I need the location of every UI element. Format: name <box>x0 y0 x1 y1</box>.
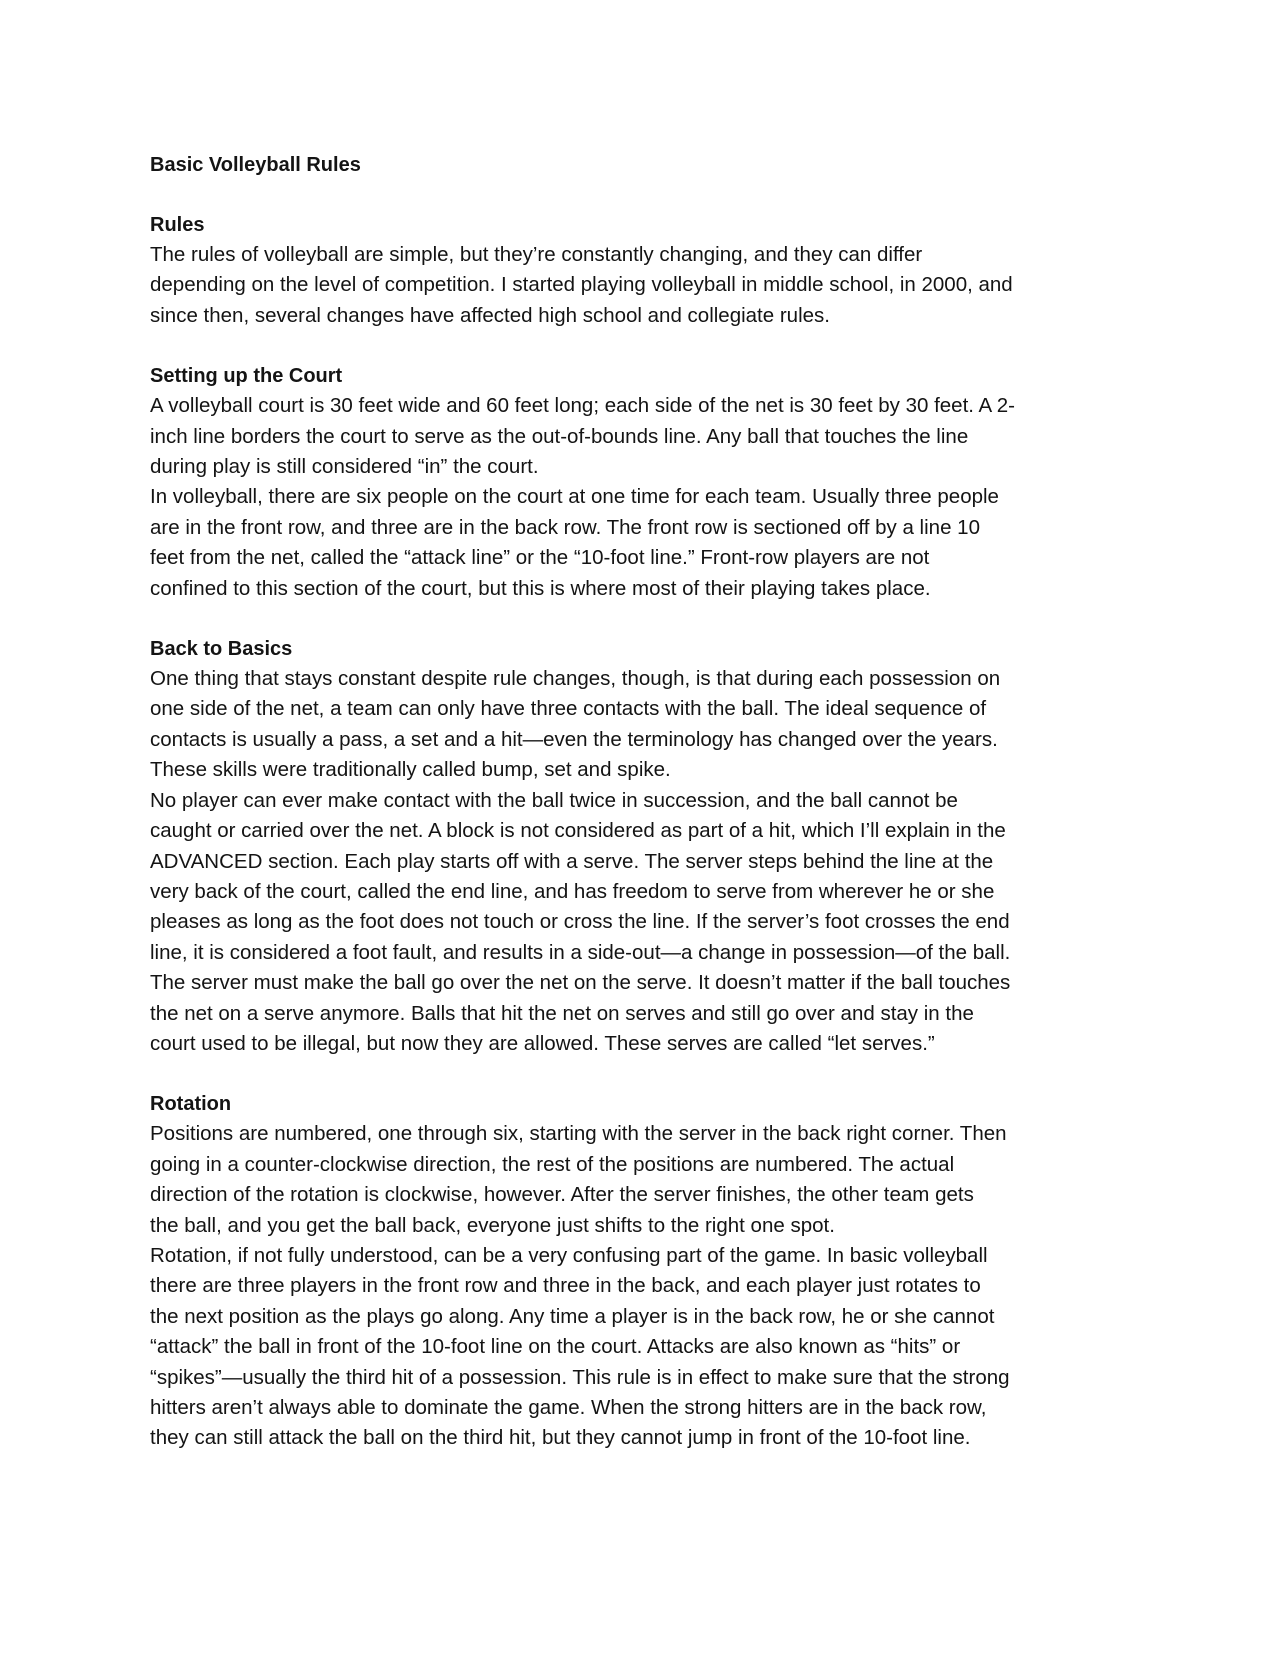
text-line: court used to be illegal, but now they are allowed. These serves are called “let serves.” <box>150 1031 935 1055</box>
text-line: No player can ever make contact with the ball twice in succession, and the ball cannot be <box>150 788 958 812</box>
text-line: the net on a serve anymore. Balls that hit the net on serves and still go over and stay in the <box>150 1001 974 1025</box>
text-line: “spikes”—usually the third hit of a possession. This rule is in effect to make sure that the strong <box>150 1365 1010 1389</box>
text-line: one side of the net, a team can only have three contacts with the ball. The ideal sequence of <box>150 697 987 721</box>
text-line: The server must make the ball go over the net on the serve. It doesn’t matter if the ball touches <box>150 971 1011 995</box>
section-heading: Rules <box>150 214 205 236</box>
document-title: Basic Volleyball Rules <box>150 154 361 176</box>
text-line: The rules of volleyball are simple, but they’re constantly changing, and they can differ <box>150 243 923 266</box>
text-line: line, it is considered a foot fault, and results in a side-out—a change in possession—of the ball. <box>150 940 1011 964</box>
text-line: Positions are numbered, one through six, starting with the server in the back right corner. Then <box>150 1122 1007 1146</box>
text-line: the next position as the plays go along. Any time a player is in the back row, he or she cannot <box>150 1304 995 1328</box>
section-rotation <box>150 1089 1140 1453</box>
text-line: Rotation, if not fully understood, can be a very confusing part of the game. In basic volleyball <box>150 1243 988 1267</box>
paragraph <box>150 664 1140 786</box>
document-page <box>150 150 1140 1484</box>
text-line: contacts is usually a pass, a set and a hit—even the terminology has changed over the years. <box>150 727 998 751</box>
text-line: during play is still considered “in” the court. <box>150 455 539 479</box>
text-line: ADVANCED section. Each play starts off with a serve. The server steps behind the line at the <box>150 849 994 873</box>
text-line: In volleyball, there are six people on the court at one time for each team. Usually three people <box>150 485 999 509</box>
section-rules <box>150 210 1140 331</box>
paragraph <box>150 391 1140 482</box>
text-line: very back of the court, called the end line, and has freedom to serve from wherever he or she <box>150 879 995 903</box>
text-line: since then, several changes have affected high school and collegiate rules. <box>150 303 830 327</box>
text-line: depending on the level of competition. I started playing volleyball in middle school, in 2000, and <box>150 273 1013 297</box>
text-line: caught or carried over the net. A block is not considered as part of a hit, which I’ll explain in the <box>150 819 1006 843</box>
text-line: A volleyball court is 30 feet wide and 60 feet long; each side of the net is 30 feet by 30 feet. A 2- <box>150 394 1015 418</box>
section-setting-up-the-court <box>150 361 1140 604</box>
text-line: pleases as long as the foot does not touch or cross the line. If the server’s foot crosses the end <box>150 910 1010 934</box>
paragraph <box>150 1241 1140 1454</box>
paragraph <box>150 1119 1140 1241</box>
text-line: “attack” the ball in front of the 10-foot line on the court. Attacks are also known as “hits” or <box>150 1335 961 1359</box>
paragraph <box>150 482 1140 604</box>
text-line: These skills were traditionally called bump, set and spike. <box>150 758 671 782</box>
text-line: going in a counter-clockwise direction, the rest of the positions are numbered. The actual <box>150 1152 955 1176</box>
paragraph <box>150 786 1140 1060</box>
section-heading: Back to Basics <box>150 638 293 661</box>
text-line: confined to this section of the court, but this is where most of their playing takes place. <box>150 576 931 600</box>
document-body <box>150 210 1140 1454</box>
section-heading: Setting up the Court <box>150 365 343 388</box>
text-line: direction of the rotation is clockwise, however. After the server finishes, the other team gets <box>150 1183 974 1207</box>
text-line: are in the front row, and three are in the back row. The front row is sectioned off by a line 10 <box>150 515 980 539</box>
text-line: feet from the net, called the “attack line” or the “10-foot line.” Front-row players are not <box>150 546 930 570</box>
section-heading: Rotation <box>150 1093 232 1116</box>
text-line: the ball, and you get the ball back, everyone just shifts to the right one spot. <box>150 1213 835 1237</box>
text-line: they can still attack the ball on the third hit, but they cannot jump in front of the 10-foot line. <box>150 1426 971 1450</box>
paragraph <box>150 240 1140 331</box>
section-back-to-basics <box>150 634 1140 1059</box>
text-line: hitters aren’t always able to dominate the game. When the strong hitters are in the back row, <box>150 1396 987 1419</box>
text-line: One thing that stays constant despite rule changes, though, is that during each possession on <box>150 667 1001 691</box>
text-line: there are three players in the front row and three in the back, and each player just rotates to <box>150 1274 981 1298</box>
text-line: inch line borders the court to serve as the out-of-bounds line. Any ball that touches the line <box>150 424 969 448</box>
